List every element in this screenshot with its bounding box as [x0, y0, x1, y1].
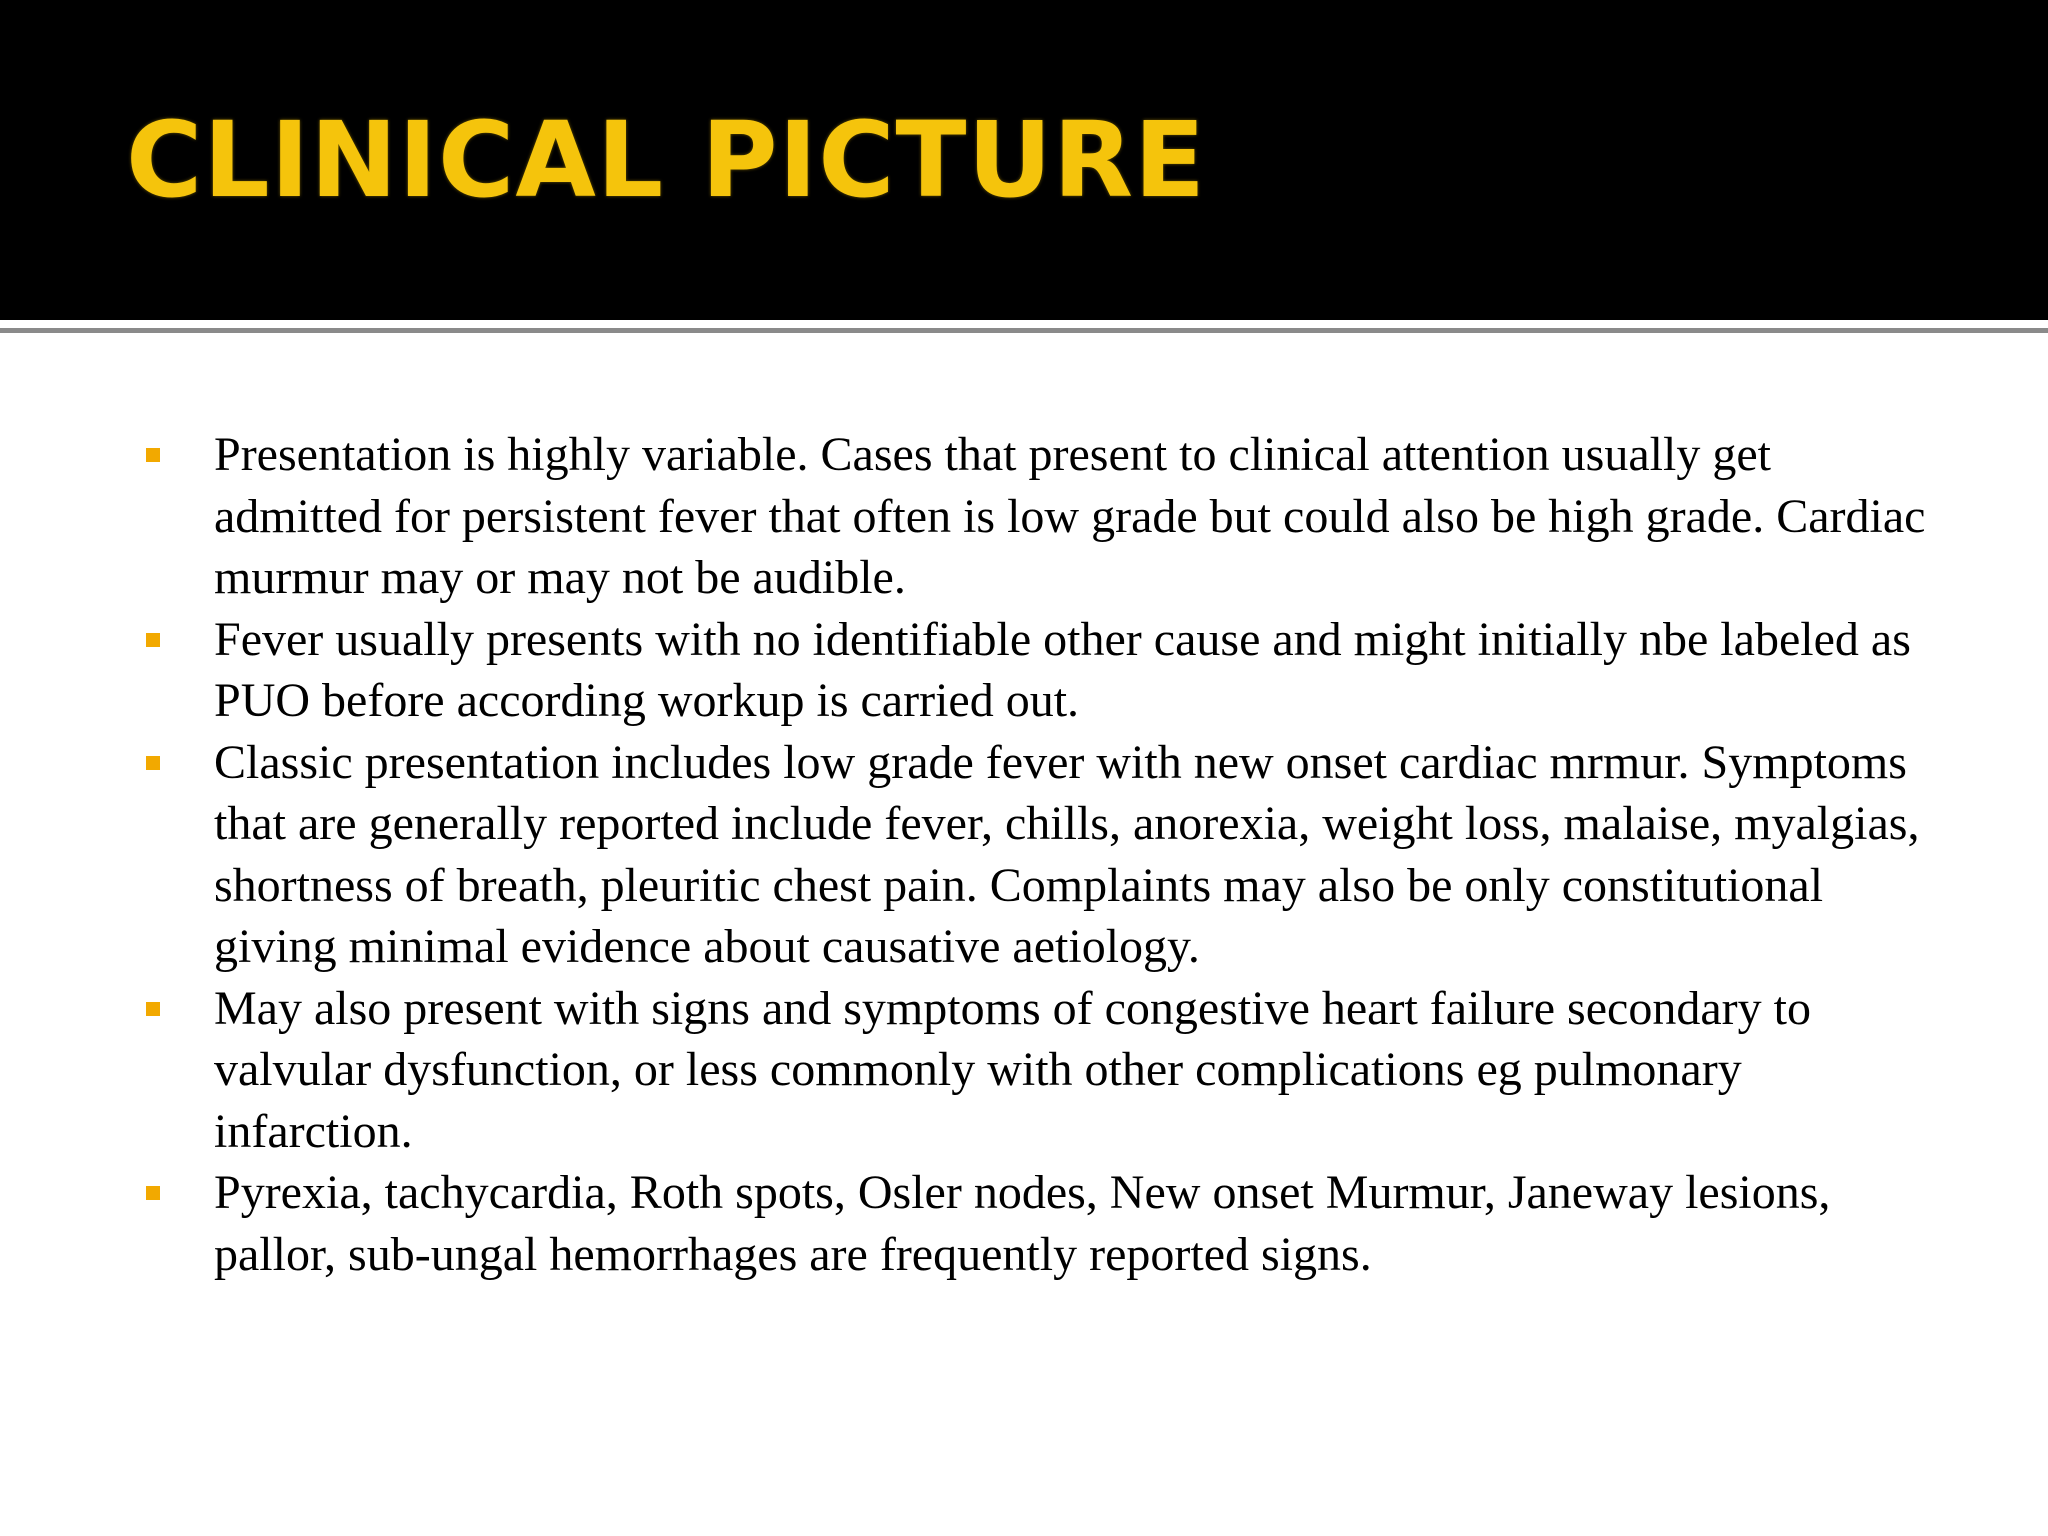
title-divider-gray [0, 328, 2048, 333]
bullet-text: Classic presentation includes low grade fever with new onset cardiac mrmur. Symptoms that are generally reported include fever, chills, anorexia, weight loss, malaise, myalgias, shortness of breath, pleuritic chest pain. Complaints may also be only constitutional giving minimal evidence about causative aetiology. [214, 735, 1920, 973]
bullet-text: May also present with signs and symptoms of congestive heart failure secondary to valvular dysfunction, or less commonly with other complications eg pulmonary infarction. [214, 981, 1811, 1158]
square-bullet-icon [146, 1186, 160, 1200]
slide-body [138, 424, 1938, 1285]
bullet-item [138, 1162, 1938, 1285]
square-bullet-icon [146, 633, 160, 647]
bullet-text: Fever usually presents with no identifiable other cause and might initially nbe labeled as PUO before according workup is carried out. [214, 612, 1911, 727]
bullet-item [138, 732, 1938, 978]
bullet-item [138, 978, 1938, 1163]
bullet-list [138, 424, 1938, 1285]
bullet-item [138, 609, 1938, 732]
bullet-text: Presentation is highly variable. Cases that present to clinical attention usually get admitted for persistent fever that often is low grade but could also be high grade. Cardiac murmur may or may not be audible. [214, 428, 1926, 604]
bullet-text: Pyrexia, tachycardia, Roth spots, Osler nodes, New onset Murmur, Janeway lesions, pallor, sub-ungal hemorrhages are frequently reported signs. [214, 1166, 1831, 1281]
bullet-item [138, 424, 1938, 609]
square-bullet-icon [146, 1002, 160, 1016]
square-bullet-icon [146, 756, 160, 770]
title-divider-white [0, 320, 2048, 326]
square-bullet-icon [146, 448, 160, 462]
title-bar [0, 0, 2048, 320]
slide-title: CLINICAL PICTURE [126, 99, 1207, 221]
